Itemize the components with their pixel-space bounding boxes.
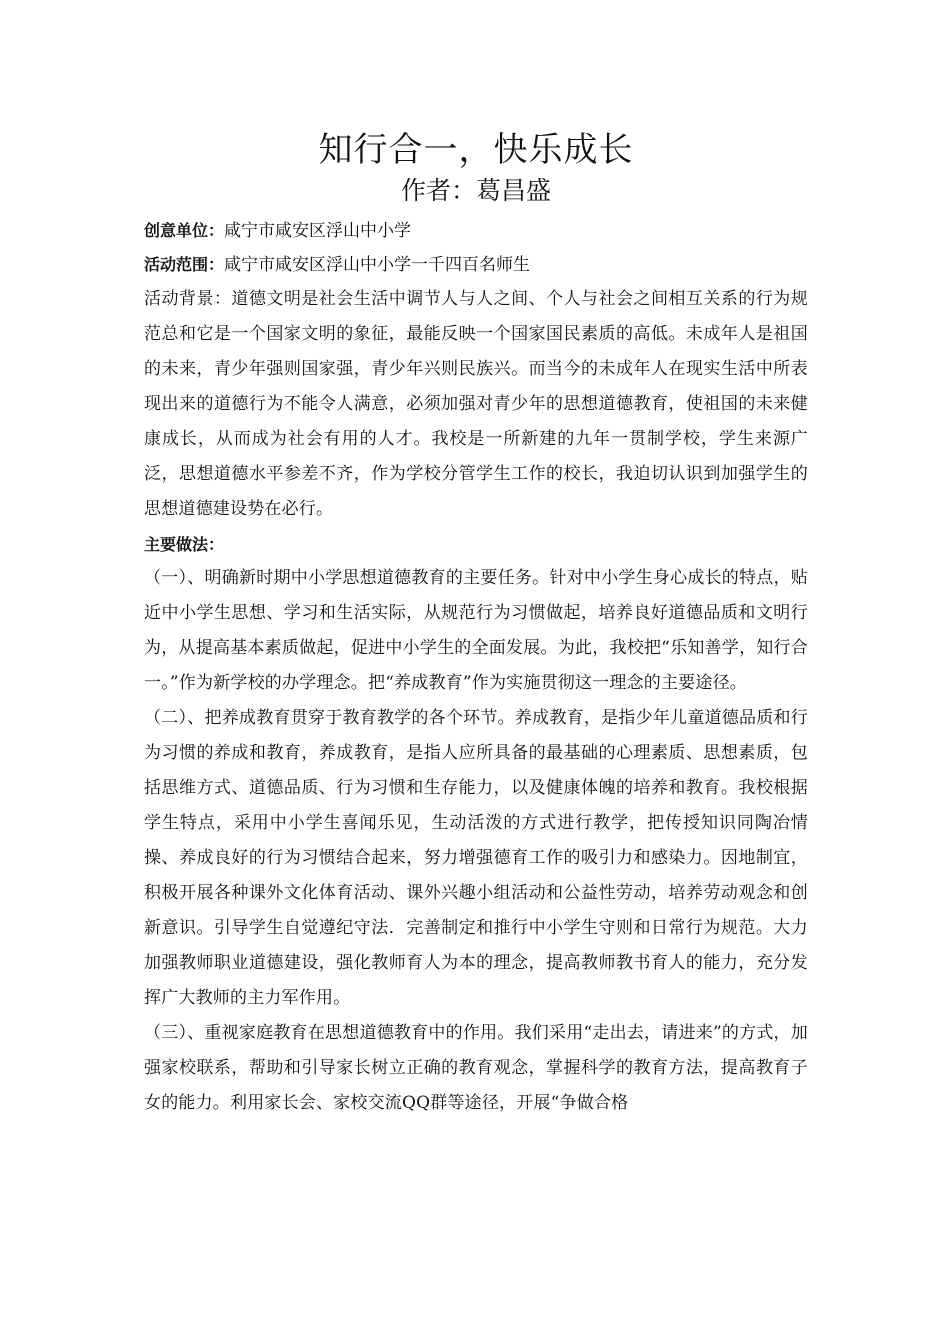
unit-value: 咸宁市咸安区浮山中小学 (224, 221, 412, 241)
scope-label: 活动范围： (144, 255, 225, 274)
background-paragraph: 活动背景：道德文明是社会生活中调节人与人之间、个人与社会之间相互关系的行为规范总和它是一个国家文明的象征，最能反映一个国家国民素质的高低。未成年人是祖国的未来，青少年强则国家强，青少年兴则民族兴。而当今的未成年人在现实生活中所表现出来的道德行为不能令人满意，必须加强对青少年的思想道德教育，使祖国的未来健康成长，从而成为社会有用的人才。我校是一所新建的九年一贯制学校，学生来源广泛，思想道德水平参差不齐，作为学校分管学生工作的校长，我迫切认识到加强学生的思想道德建设势在必行。 (144, 289, 808, 519)
method-paragraph-3: （三）、重视家庭教育在思想道德教育中的作用。我们采用“走出去，请进来”的方式，加强家校联系，帮助和引导家长树立正确的教育观念，掌握科学的教育方法，提高教育子女的能力。利用家长会、家校交流QQ群等途径，开展“争做合格 (144, 1023, 808, 1113)
document-title: 知行合一，快乐成长 (318, 130, 634, 170)
document-author: 作者：葛昌盛 (400, 176, 551, 205)
unit-line (144, 214, 808, 248)
scope-line (144, 248, 808, 282)
unit-label: 创意单位： (144, 221, 225, 240)
method-paragraph-2: （二）、把养成教育贯穿于教育教学的各个环节。养成教育，是指少年儿童道德品质和行为习惯的养成和教育，养成教育，是指人应所具备的最基础的心理素质、思想素质，包括思维方式、道德品质、行为习惯和生存能力，以及健康体魄的培养和教育。我校根据学生特点，采用中小学生喜闻乐见，生动活泼的方式进行教学，把传授知识同陶冶情操、养成良好的行为习惯结合起来，努力增强德育工作的吸引力和感染力。因地制宜，积极开展各种课外文化体育活动、课外兴趣小组活动和公益性劳动，培养劳动观念和创新意识。引导学生自觉遵纪守法．完善制定和推行中小学生守则和日常行为规范。大力加强教师职业道德建设，强化教师育人为本的理念，提高教师教书育人的能力，充分发挥广大教师的主力军作用。 (144, 708, 808, 1008)
scope-value: 咸宁市咸安区浮山中小学一千四百名师生 (224, 255, 531, 275)
methods-heading: 主要做法： (144, 535, 225, 554)
document-page (144, 128, 808, 1121)
method-paragraph-1: （一）、明确新时期中小学思想道德教育的主要任务。针对中小学生身心成长的特点，贴近中小学生思想、学习和生活实际，从规范行为习惯做起，培养良好道德品质和文明行为，从提高基本素质做起，促进中小学生的全面发展。为此，我校把“乐知善学，知行合一。”作为新学校的办学理念。把“养成教育”作为实施贯彻这一理念的主要途径。 (144, 568, 808, 693)
